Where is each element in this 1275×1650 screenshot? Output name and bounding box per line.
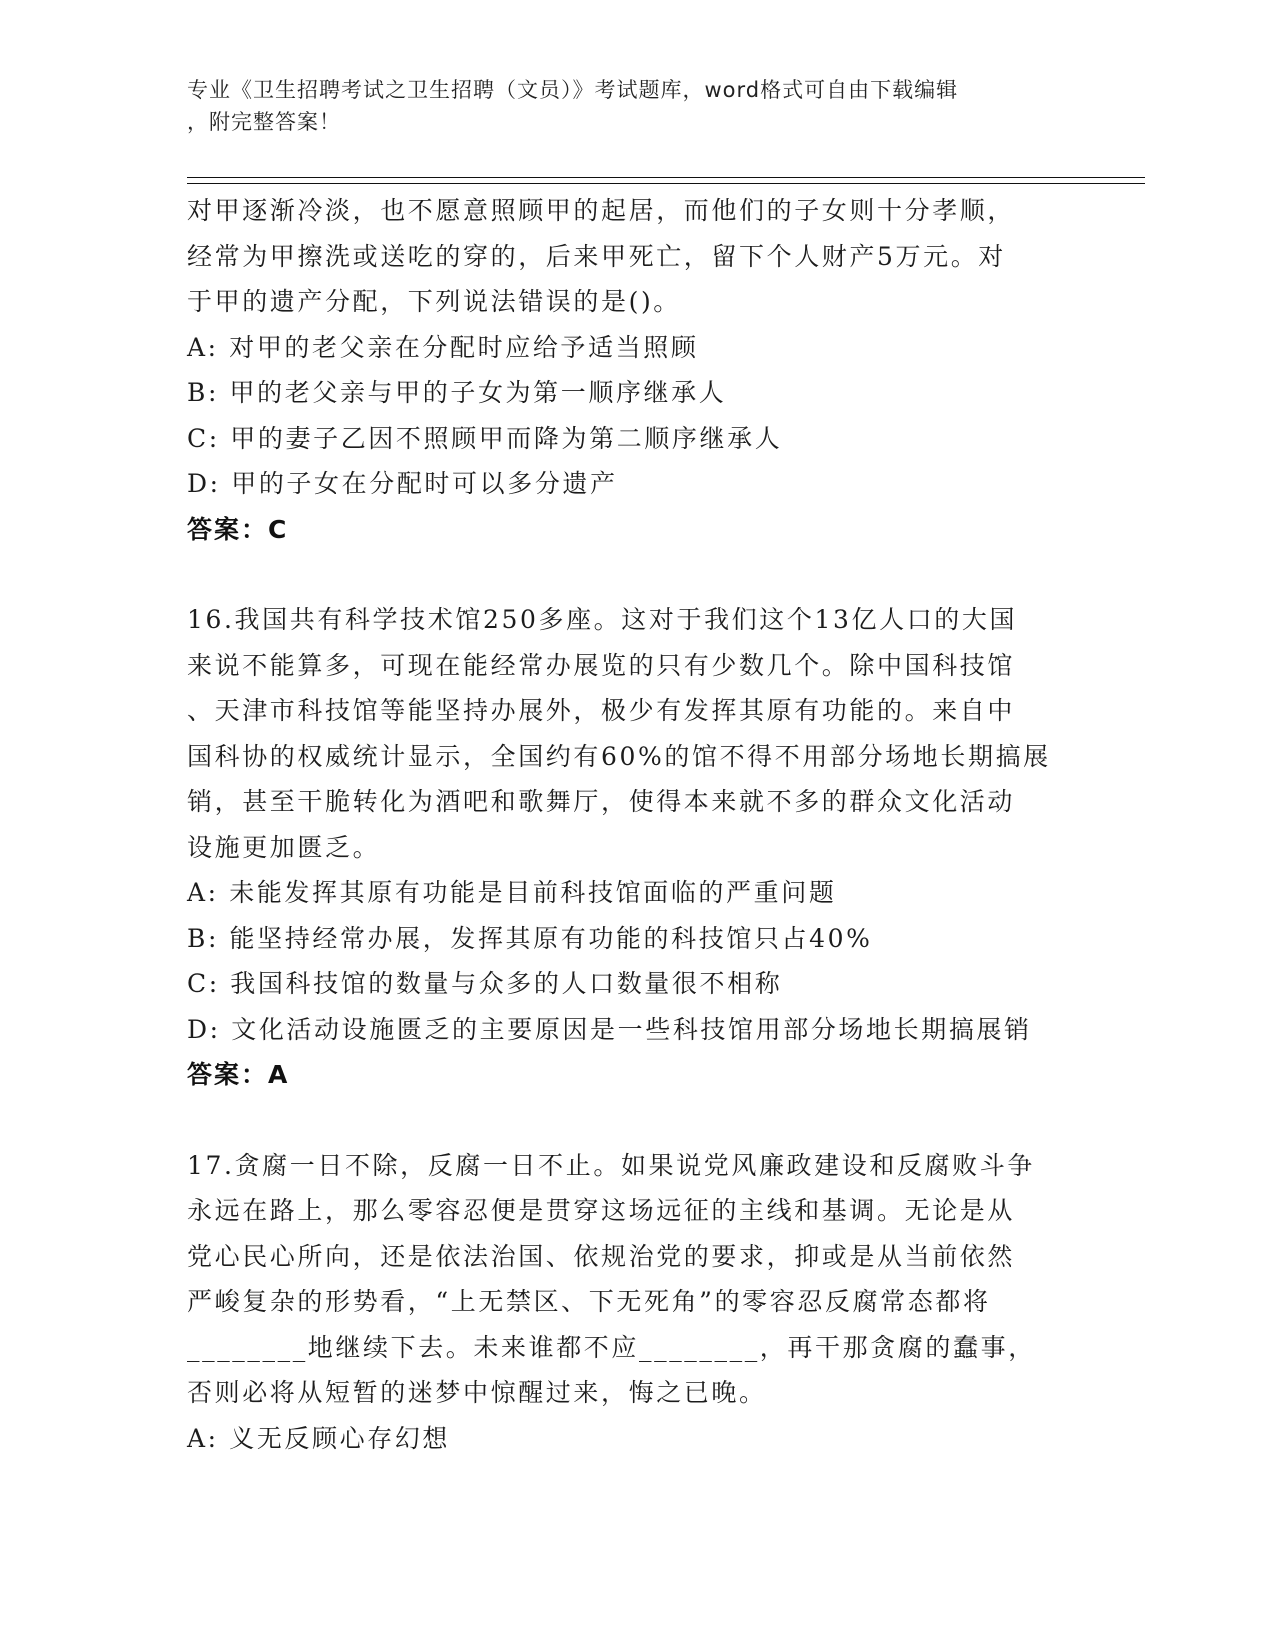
question-stem-line: 16.我国共有科学技术馆250多座。这对于我们这个13亿人口的大国	[187, 605, 1018, 634]
question-17	[187, 1143, 1087, 1462]
question-stem-line: 设施更加匮乏。	[187, 832, 381, 862]
document-header	[187, 74, 1067, 138]
question-content	[187, 188, 1087, 1461]
option-c: C: 甲的妻子乙因不照顾甲而降为第二顺序继承人	[187, 423, 783, 453]
question-stem-line: 严峻复杂的形势看，“上无禁区、下无死角”的零容忍反腐常态都将	[187, 1287, 991, 1316]
option-b: B: 能坚持经常办展，发挥其原有功能的科技馆只占40%	[187, 923, 873, 953]
question-stem-line: 否则必将从短暂的迷梦中惊醒过来，悔之已晚。	[187, 1378, 767, 1407]
question-15	[187, 188, 1087, 552]
question-stem-line: 17.贪腐一日不除，反腐一日不止。如果说党风廉政建设和反腐败斗争	[187, 1150, 1035, 1180]
option-a: A: 对甲的老父亲在分配时应给予适当照顾	[187, 332, 699, 362]
option-c: C: 我国科技馆的数量与众多的人口数量很不相称	[187, 969, 783, 998]
header-line-1: 专业《卫生招聘考试之卫生招聘（文员）》考试题库，word格式可自由下载编辑	[187, 78, 959, 102]
question-stem-line: 永远在路上，那么零容忍便是贯穿这场远征的主线和基调。无论是从	[187, 1196, 1016, 1225]
question-stem-line: 党心民心所向，还是依法治国、依规治党的要求，抑或是从当前依然	[187, 1241, 1016, 1271]
header-line-2: ，附完整答案！	[187, 110, 341, 134]
question-stem-line: ________地继续下去。未来谁都不应________，再干那贪腐的蠢事，	[187, 1332, 1036, 1362]
option-d: D: 文化活动设施匮乏的主要原因是一些科技馆用部分场地长期搞展销	[187, 1014, 1032, 1044]
header-rule-top	[187, 177, 1145, 178]
header-rule-bottom	[187, 183, 1145, 184]
question-16	[187, 597, 1087, 1098]
question-stem-line: 、天津市科技馆等能坚持办展外，极少有发挥其原有功能的。来自中	[187, 696, 1016, 725]
option-a: A: 义无反顾心存幻想	[187, 1423, 451, 1453]
question-stem-line: 于甲的遗产分配，下列说法错误的是()。	[187, 287, 681, 316]
question-stem-line: 国科协的权威统计显示，全国约有60%的馆不得不用部分场地长期搞展	[187, 741, 1051, 771]
question-stem-line: 销，甚至干脆转化为酒吧和歌舞厅，使得本来就不多的群众文化活动	[187, 787, 1016, 816]
option-a: A: 未能发挥其原有功能是目前科技馆面临的严重问题	[187, 878, 837, 907]
answer-label: 答案：C	[187, 514, 289, 544]
answer-label: 答案：A	[187, 1060, 290, 1089]
question-stem-line: 经常为甲擦洗或送吃的穿的，后来甲死亡，留下个人财产5万元。对	[187, 241, 1006, 271]
option-b: B: 甲的老父亲与甲的子女为第一顺序继承人	[187, 378, 727, 407]
question-stem-line: 对甲逐渐冷淡，也不愿意照顾甲的起居，而他们的子女则十分孝顺，	[187, 196, 1016, 225]
question-stem-line: 来说不能算多，可现在能经常办展览的只有少数几个。除中国科技馆	[187, 650, 1016, 680]
option-d: D: 甲的子女在分配时可以多分遗产	[187, 469, 618, 498]
